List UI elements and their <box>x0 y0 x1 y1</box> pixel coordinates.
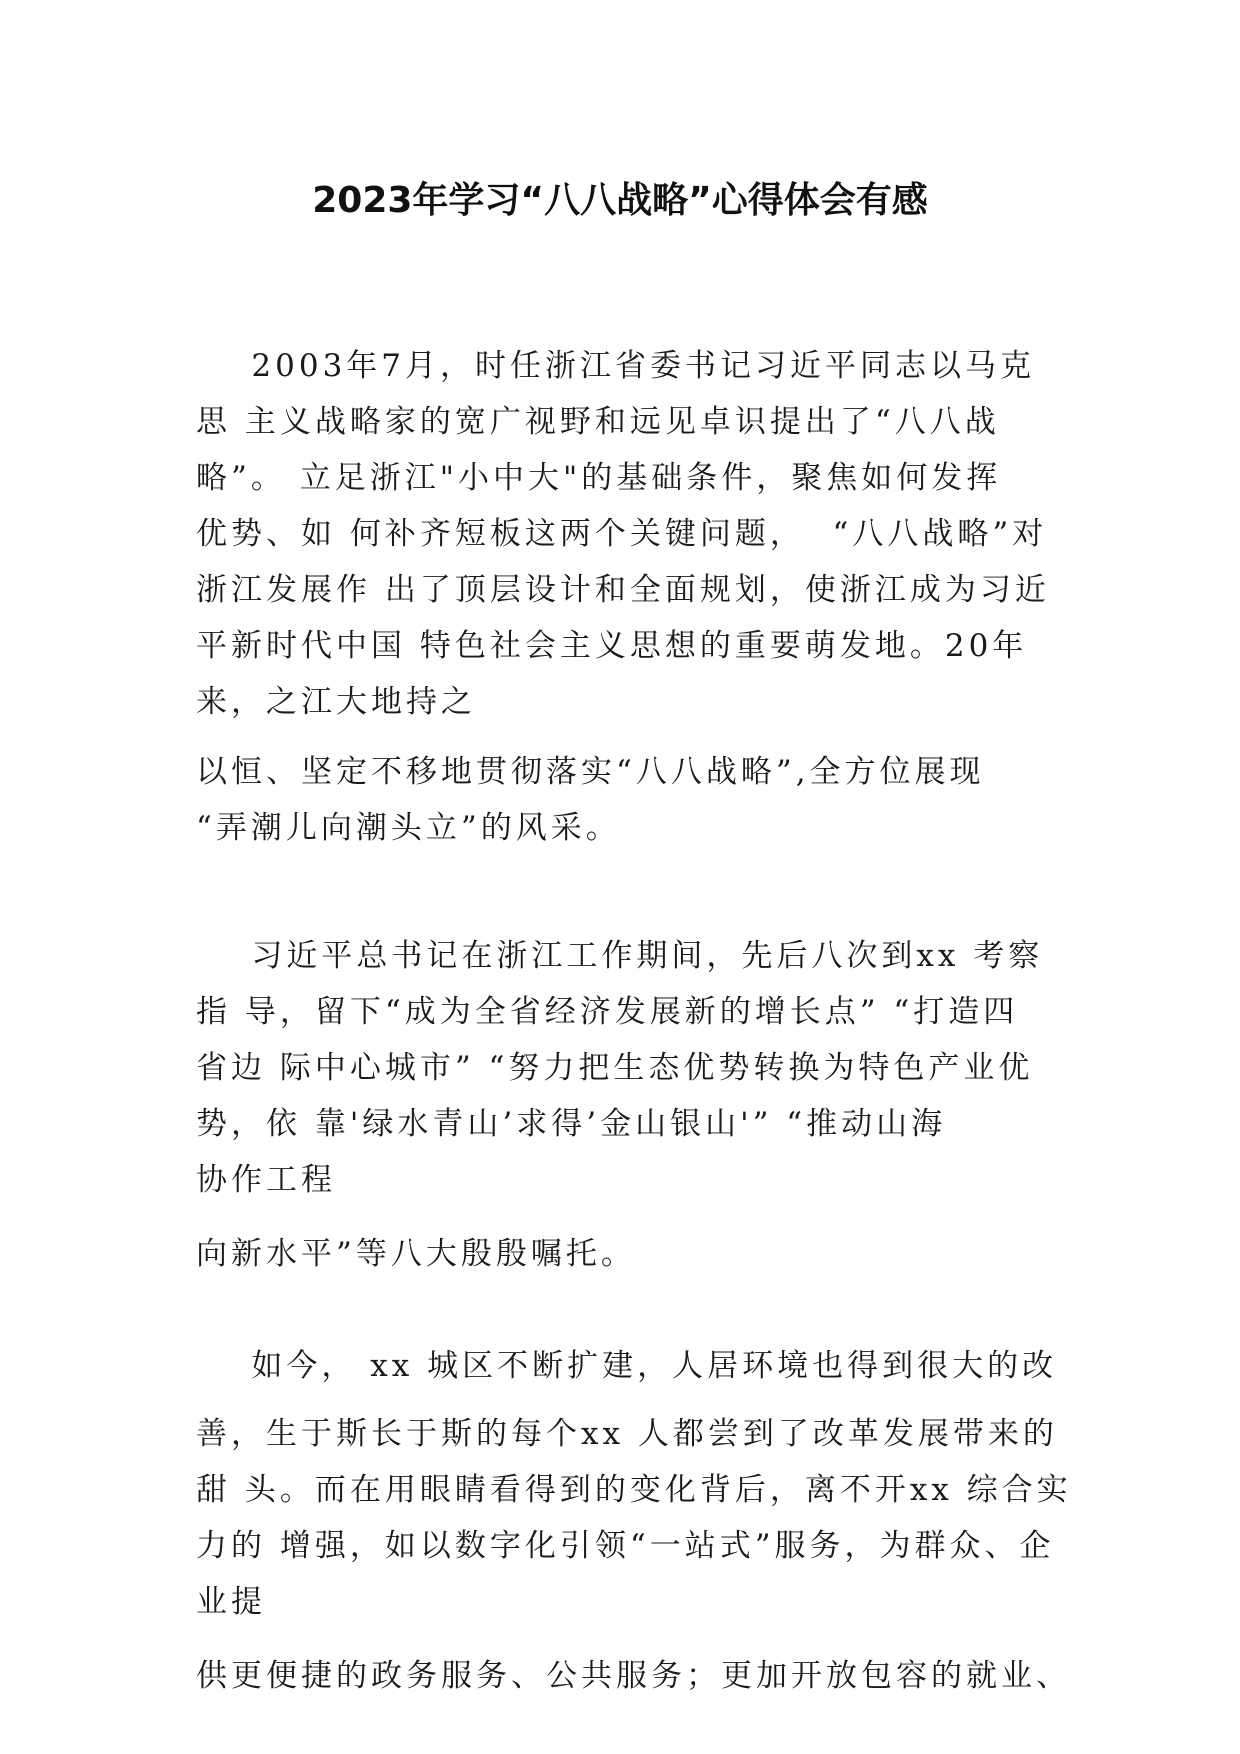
body-line: 供更便捷的政务服务、公共服务；更加开放包容的就业、 <box>196 1658 1071 1694</box>
body-line: 甜 头。而在用眼睛看得到的变化背后，离不开xx 综合实 <box>196 1472 1072 1508</box>
body-line: 如今， xx 城区不断扩建，人居环境也得到很大的改 <box>196 1348 1058 1384</box>
body-line: 善，生于斯长于斯的每个xx 人都尝到了改革发展带来的 <box>196 1416 1058 1452</box>
body-line: 习近平总书记在浙江工作期间，先后八次到xx 考察 <box>196 938 1044 974</box>
body-line: 省边 际中心城市” “努力把生态优势转换为特色产业优 <box>196 1050 1034 1086</box>
body-line: 向新水平”等八大殷殷嘱托。 <box>196 1236 636 1272</box>
body-line: 2003年7月，时任浙江省委书记习近平同志以马克 <box>196 348 1036 384</box>
body-line: 以恒、坚定不移地贯彻落实“八八战略”,全方位展现 <box>196 754 985 790</box>
body-line: 协作工程 <box>196 1162 336 1198</box>
body-line: 平新时代中国 特色社会主义思想的重要萌发地。20年 <box>196 628 1028 664</box>
body-line: 思 主义战略家的宽广视野和远见卓识提出了“八八战 <box>196 404 1000 440</box>
document-title: 2023年学习“八八战略”心得体会有感 <box>312 180 928 221</box>
body-line: 浙江发展作 出了顶层设计和全面规划，使浙江成为习近 <box>196 572 1050 608</box>
body-line: 力的 增强，如以数字化引领“一站式”服务，为群众、企 <box>196 1528 1055 1564</box>
body-line: 指 导，留下“成为全省经济发展新的增长点” “打造四 <box>196 994 1019 1030</box>
body-line: 来，之江大地持之 <box>196 684 476 720</box>
body-line: 势，依 靠'绿水青山’求得’金山银山'” “推动山海 <box>196 1106 947 1142</box>
body-line: 业提 <box>196 1584 266 1620</box>
body-line: 优势、如 何补齐短板这两个关键问题， “八八战略”对 <box>196 516 1048 552</box>
body-line: “弄潮儿向潮头立”的风采。 <box>196 810 621 846</box>
body-line: 略”。 立足浙江"小中大"的基础条件，聚焦如何发挥 <box>196 460 1002 496</box>
